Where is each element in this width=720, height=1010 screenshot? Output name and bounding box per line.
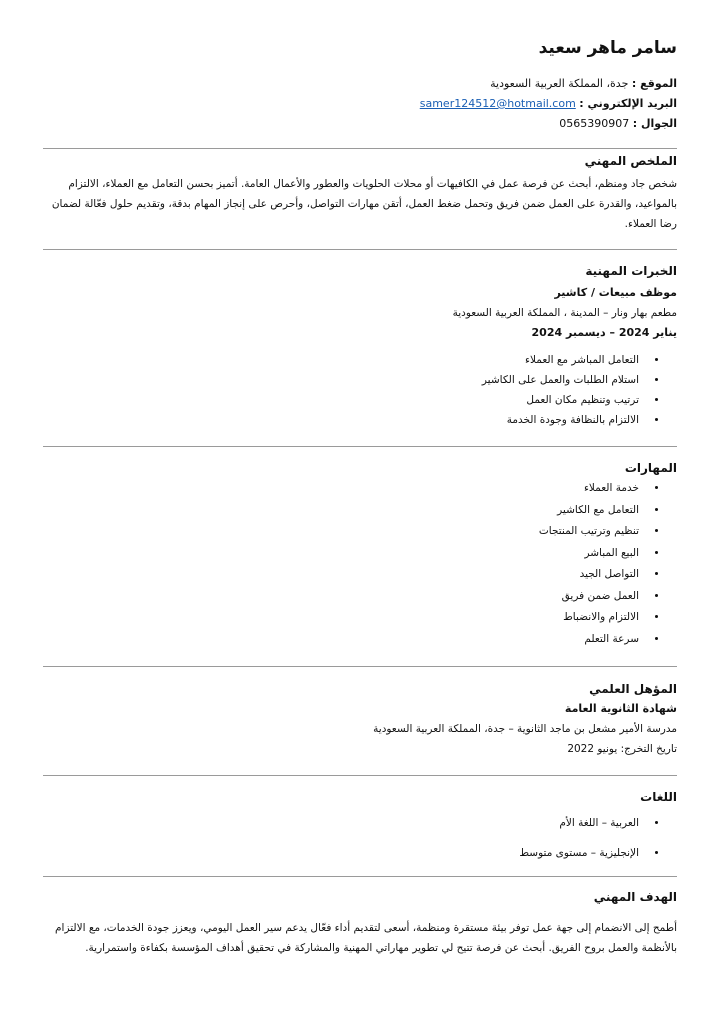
- education-section: [43, 680, 677, 759]
- experience-section: [43, 262, 677, 430]
- divider: [43, 876, 677, 877]
- person-name: سامر ماهر سعيد: [538, 38, 677, 58]
- phone-line: [43, 114, 677, 134]
- job-title: موظف مبيعات / كاشير: [554, 286, 677, 299]
- degree: شهادة الثانوية العامة: [564, 702, 677, 715]
- objective-text: أطمح إلى الانضمام إلى جهة عمل توفر بيئة مستقرة ومنظمة، أسعى لتقديم أداء فعّال يدعم سير العمل اليومي، ويعزز جودة الخدمات، مع الالتزام بالأنظمة والعمل بروح الفريق. أبحث عن فرصة تتيح لي تطوير مهاراتي المهنية والمشاركة في تحقيق أهداف المؤسسة بكفاءة واستمرارية.: [55, 922, 677, 954]
- list-item: • التعامل مع الكاشير: [43, 500, 645, 522]
- duties-list: [43, 350, 677, 430]
- list-item: • استلام الطلبات والعمل على الكاشير: [43, 370, 645, 390]
- divider: [43, 775, 677, 776]
- location-value: جدة، المملكة العربية السعودية: [490, 77, 629, 90]
- list-item: • الالتزام بالنظافة وجودة الخدمة: [43, 410, 645, 430]
- email-link[interactable]: samer124512@hotmail.com: [419, 97, 576, 110]
- languages-section: [43, 788, 677, 868]
- summary-text: شخص جاد ومنظم، أبحث عن فرصة عمل في الكافيهات أو محلات الحلويات والعطور والأعمال العامة. أتميز بحسن التعامل مع العملاء، الالتزام بالمواعيد، والقدرة على العمل ضمن فريق وتحمل ضغط العمل، أتقن مهارات التواصل، وأحرص على إنجاز المهام بدقة، وتقديم حلول فعّالة لضمان رضا العملاء.: [51, 178, 677, 230]
- email-label: البريد الإلكتروني :: [579, 97, 677, 110]
- skills-section: [43, 459, 677, 650]
- skills-title: المهارات: [624, 461, 677, 475]
- email-line: [43, 94, 677, 114]
- list-item: • ترتيب وتنظيم مكان العمل: [43, 390, 645, 410]
- job-period: يناير 2024 – ديسمبر 2024: [531, 326, 677, 339]
- location-label: الموقع :: [631, 77, 677, 90]
- list-item: • خدمة العملاء: [43, 478, 645, 500]
- list-item: • العربية – اللغة الأم: [43, 808, 645, 838]
- list-item: • العمل ضمن فريق: [43, 586, 645, 608]
- divider: [43, 148, 677, 149]
- phone-label: الجوال :: [632, 117, 677, 130]
- school-line: مدرسة الأمير مشعل بن ماجد الثانوية – جدة، المملكة العربية السعودية: [373, 723, 677, 735]
- resume-header: [43, 38, 677, 134]
- education-title: المؤهل العلمي: [589, 682, 677, 696]
- list-item: • البيع المباشر: [43, 543, 645, 565]
- objective-title: الهدف المهني: [593, 890, 677, 904]
- divider: [43, 666, 677, 667]
- location-line: [43, 74, 677, 94]
- list-item: • تنظيم وترتيب المنتجات: [43, 521, 645, 543]
- summary-section: [43, 152, 677, 234]
- skills-list: [43, 478, 677, 650]
- experience-title: الخبرات المهنية: [585, 264, 677, 278]
- list-item: • الإنجليزية – مستوى متوسط: [43, 838, 645, 868]
- languages-title: اللغات: [640, 790, 677, 804]
- phone-value: 0565390907: [559, 117, 630, 130]
- graduation-line: تاريخ التخرج: يونيو 2022: [567, 743, 677, 755]
- list-item: • التواصل الجيد: [43, 564, 645, 586]
- objective-section: [43, 888, 677, 958]
- company-line: مطعم بهار ونار – المدينة ، المملكة العربية السعودية: [452, 307, 677, 319]
- divider: [43, 446, 677, 447]
- summary-title: الملخص المهني: [584, 154, 677, 168]
- list-item: • الالتزام والانضباط: [43, 607, 645, 629]
- languages-list: [43, 808, 677, 868]
- divider: [43, 249, 677, 250]
- list-item: • سرعة التعلم: [43, 629, 645, 651]
- list-item: • التعامل المباشر مع العملاء: [43, 350, 645, 370]
